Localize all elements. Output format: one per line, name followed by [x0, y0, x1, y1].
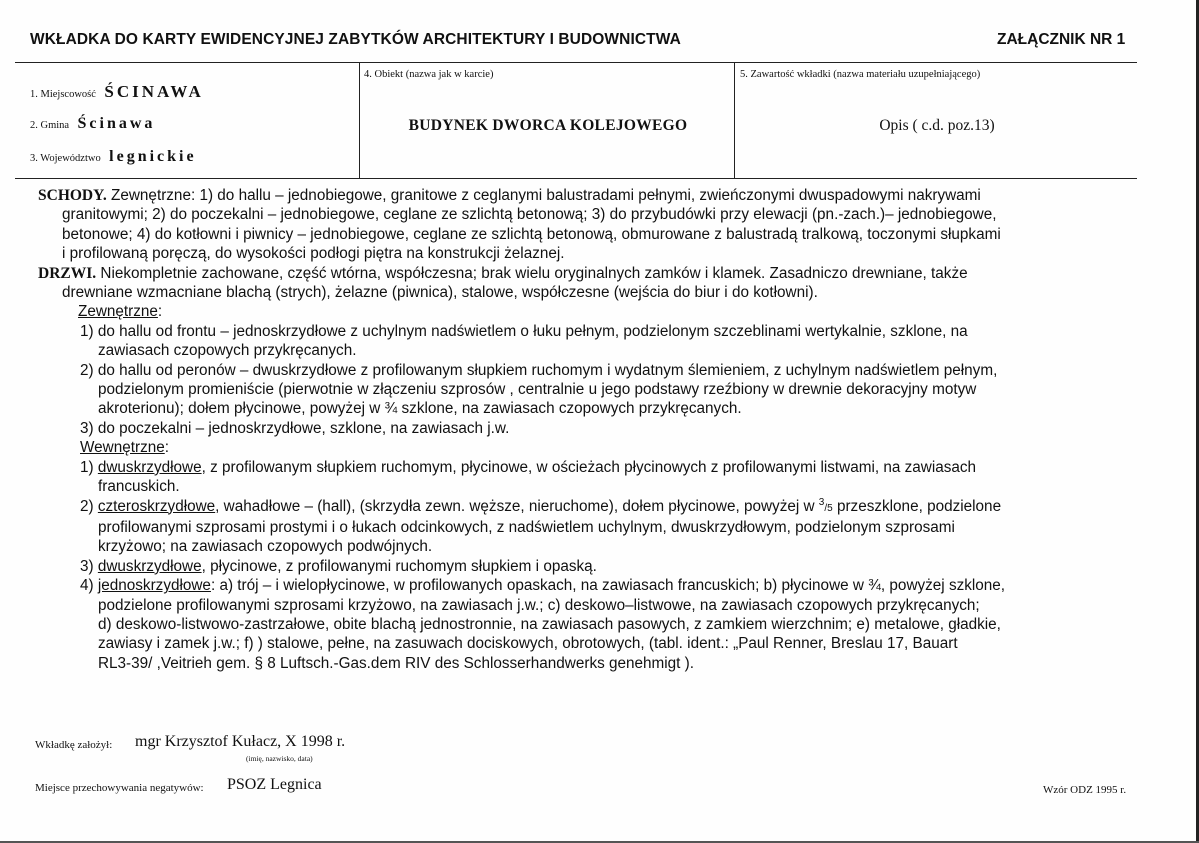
description-body: [38, 186, 1128, 673]
storage-value: PSOZ Legnica: [227, 776, 322, 793]
storage-label: Miejsce przechowywania negatywów:: [35, 782, 204, 794]
zew-item-2-line-3: akroterionu); dołem płycinowe, powyżej w ¾ szklone, na zawiasach czopowych przykręcanych.: [98, 400, 742, 418]
wewnetrzne-heading: Wewnętrzne:: [80, 439, 169, 457]
schody-line-1: SCHODY. Zewnętrzne: 1) do hallu – jednobiegowe, granitowe z ceglanymi balustradami pełnymi, zwieńczonymi dwuspadowymi nakrywami: [38, 187, 981, 204]
wew-item-2-line-1: 2) czteroskrzydłowe, wahadłowe – (hall), (skrzydła zewn. węższe, nieruchome), dołem płycinowe, powyżej w $^3$/5 przeszklone, podzielone: [80, 496, 1002, 515]
object-value: BUDYNEK DWORCA KOLEJOWEGO: [408, 117, 688, 134]
object-label: 4. Obiekt (nazwa jak w karcie): [364, 69, 494, 80]
zew-item-2-line-2: podzielonym promieniście (pierwotnie w złączeniu szprosów , centralnie u jego podstawy rzeźbiony w drewnie dekoracyjny motyw: [98, 381, 977, 399]
schody-heading: SCHODY.: [38, 187, 107, 204]
zew-item-2-line-1: 2) do hallu od peronów – dwuskrzydłowe z profilowanym słupkiem ruchomym i wydatnym ślemieniem, z uchylnym nadświetlem pełnym,: [80, 361, 998, 379]
wew-item-2-line-3: krzyżowo; na zawiasach czopowych podwójnych.: [98, 538, 433, 556]
schody-line-2: granitowymi; 2) do poczekalni – jednobiegowe, ceglane ze szlichtą betonową; 3) do przybudówki przy elewacji (pn.-zach.)– jednobiegowe,: [62, 206, 997, 224]
wojewodztwo-label: 3. Województwo: [30, 153, 101, 164]
drzwi-line-1: DRZWI. Niekompletnie zachowane, część wtórna, współczesna; brak wielu oryginalnych zamków i klamek. Zasadniczo drewniane, także: [38, 264, 968, 282]
wew-item-4-line-3: d) deskowo-listwowo-zastrzałowe, obite blachą jednostronnie, na zawiasach pasowych, z zamkiem wierzchnim; e) metalowe, gładkie,: [98, 615, 1001, 633]
author-value: mgr Krzysztof Kułacz, X 1998 r.: [135, 733, 346, 750]
drzwi-line-2: drewniane wzmacniane blachą (strych), żelazne (piwnica), stalowe, współczesne (wejścia do biur i do kotłowni).: [62, 284, 818, 302]
annex-number: ZAŁĄCZNIK NR 1: [997, 31, 1126, 48]
wew-item-4-line-2: podzielone profilowanymi szprosami krzyżowo, na zawiasach j.w.; c) deskowo–listwowe, na zawiasach czopowych przykręcanych;: [98, 596, 980, 614]
table-bottom-rule: [15, 178, 1137, 179]
schody-line-3: betonowe; 4) do kotłowni i piwnicy – jednobiegowe, ceglane ze szlichtą betonową, obmurowane z balustradą tralkową, toczonymi słupkami: [62, 225, 1001, 243]
form-title: WKŁADKA DO KARTY EWIDENCYJNEJ ZABYTKÓW ARCHITEKTURY I BUDOWNICTWA: [30, 31, 681, 48]
zewnetrzne-heading: Zewnętrzne:: [78, 303, 163, 321]
zew-item-1-line-1: 1) do hallu od frontu – jednoskrzydłowe z uchylnym nadświetlem o łuku pełnym, podzielonym szczeblinami wertykalnie, szklone, na: [80, 322, 968, 340]
wew-item-1-line-1: 1) dwuskrzydłowe, z profilowanym słupkiem ruchomym, płycinowe, w ościeżach płycinowych z profilowanymi listwami, na zawiasach: [80, 458, 977, 476]
schody-line-4: i profilowaną poręczą, do wysokości podłogi piętra na konstrukcji żelaznej.: [62, 245, 565, 263]
field-miejscowosc: [30, 82, 204, 102]
author-note: (imię, nazwisko, data): [246, 754, 313, 763]
field-gmina: [30, 115, 155, 133]
gmina-label: 2. Gmina: [30, 120, 70, 131]
wew-item-1-line-2: francuskich.: [98, 478, 180, 496]
column-divider-1: [359, 62, 360, 178]
wew-item-2-line-2: profilowanymi szprosami prostymi i o łukach odcinkowych, z nadświetlem uchylnym, dwuskrzydłowym, podzielonym szprosami: [98, 518, 955, 536]
table-top-rule: [15, 62, 1137, 63]
zew-item-1-line-2: zawiasach czopowych przykręcanych.: [98, 342, 357, 360]
gmina-value: Ścinawa: [77, 115, 156, 132]
field-wojewodztwo: [30, 148, 197, 166]
miejscowosc-label: 1. Miejscowość: [30, 89, 96, 100]
drzwi-heading: DRZWI.: [38, 264, 97, 282]
wew-item-4-line-4: zawiasy i zamek j.w.; f) ) stalowe, pełne, na zasuwach dociskowych, obrotowych, (tabl. ident.: „Paul Renner, Breslau 17, Bauart: [98, 635, 958, 653]
wew-item-3-line-1: 3) dwuskrzydłowe, płycinowe, z profilowanymi ruchomym słupkiem i opaską.: [80, 557, 597, 575]
form-version: Wzór ODZ 1995 r.: [1043, 784, 1127, 796]
wew-item-4-line-5: RL3-39/ ,Veitrieh gem. § 8 Luftsch.-Gas.dem RIV des Schlosserhandwerks genehmigt ).: [98, 654, 695, 672]
zew-item-3-line-1: 3) do poczekalni – jednoskrzydłowe, szklone, na zawiasach j.w.: [80, 419, 510, 437]
column-divider-2: [734, 62, 735, 178]
content-label: 5. Zawartość wkładki (nazwa materiału uzupełniającego): [740, 69, 981, 80]
content-value: Opis ( c.d. poz.13): [879, 117, 995, 134]
wew-item-4-line-1: 4) jednoskrzydłowe: a) trój – i wielopłycinowe, w profilowanych opaskach, na zawiasach francuskich; b) płycinowe w ¾, powyżej szklone,: [80, 577, 1006, 595]
miejscowosc-value: ŚCINAWA: [104, 82, 204, 101]
author-label: Wkładkę założył:: [35, 739, 113, 751]
wojewodztwo-value: legnickie: [109, 148, 197, 165]
